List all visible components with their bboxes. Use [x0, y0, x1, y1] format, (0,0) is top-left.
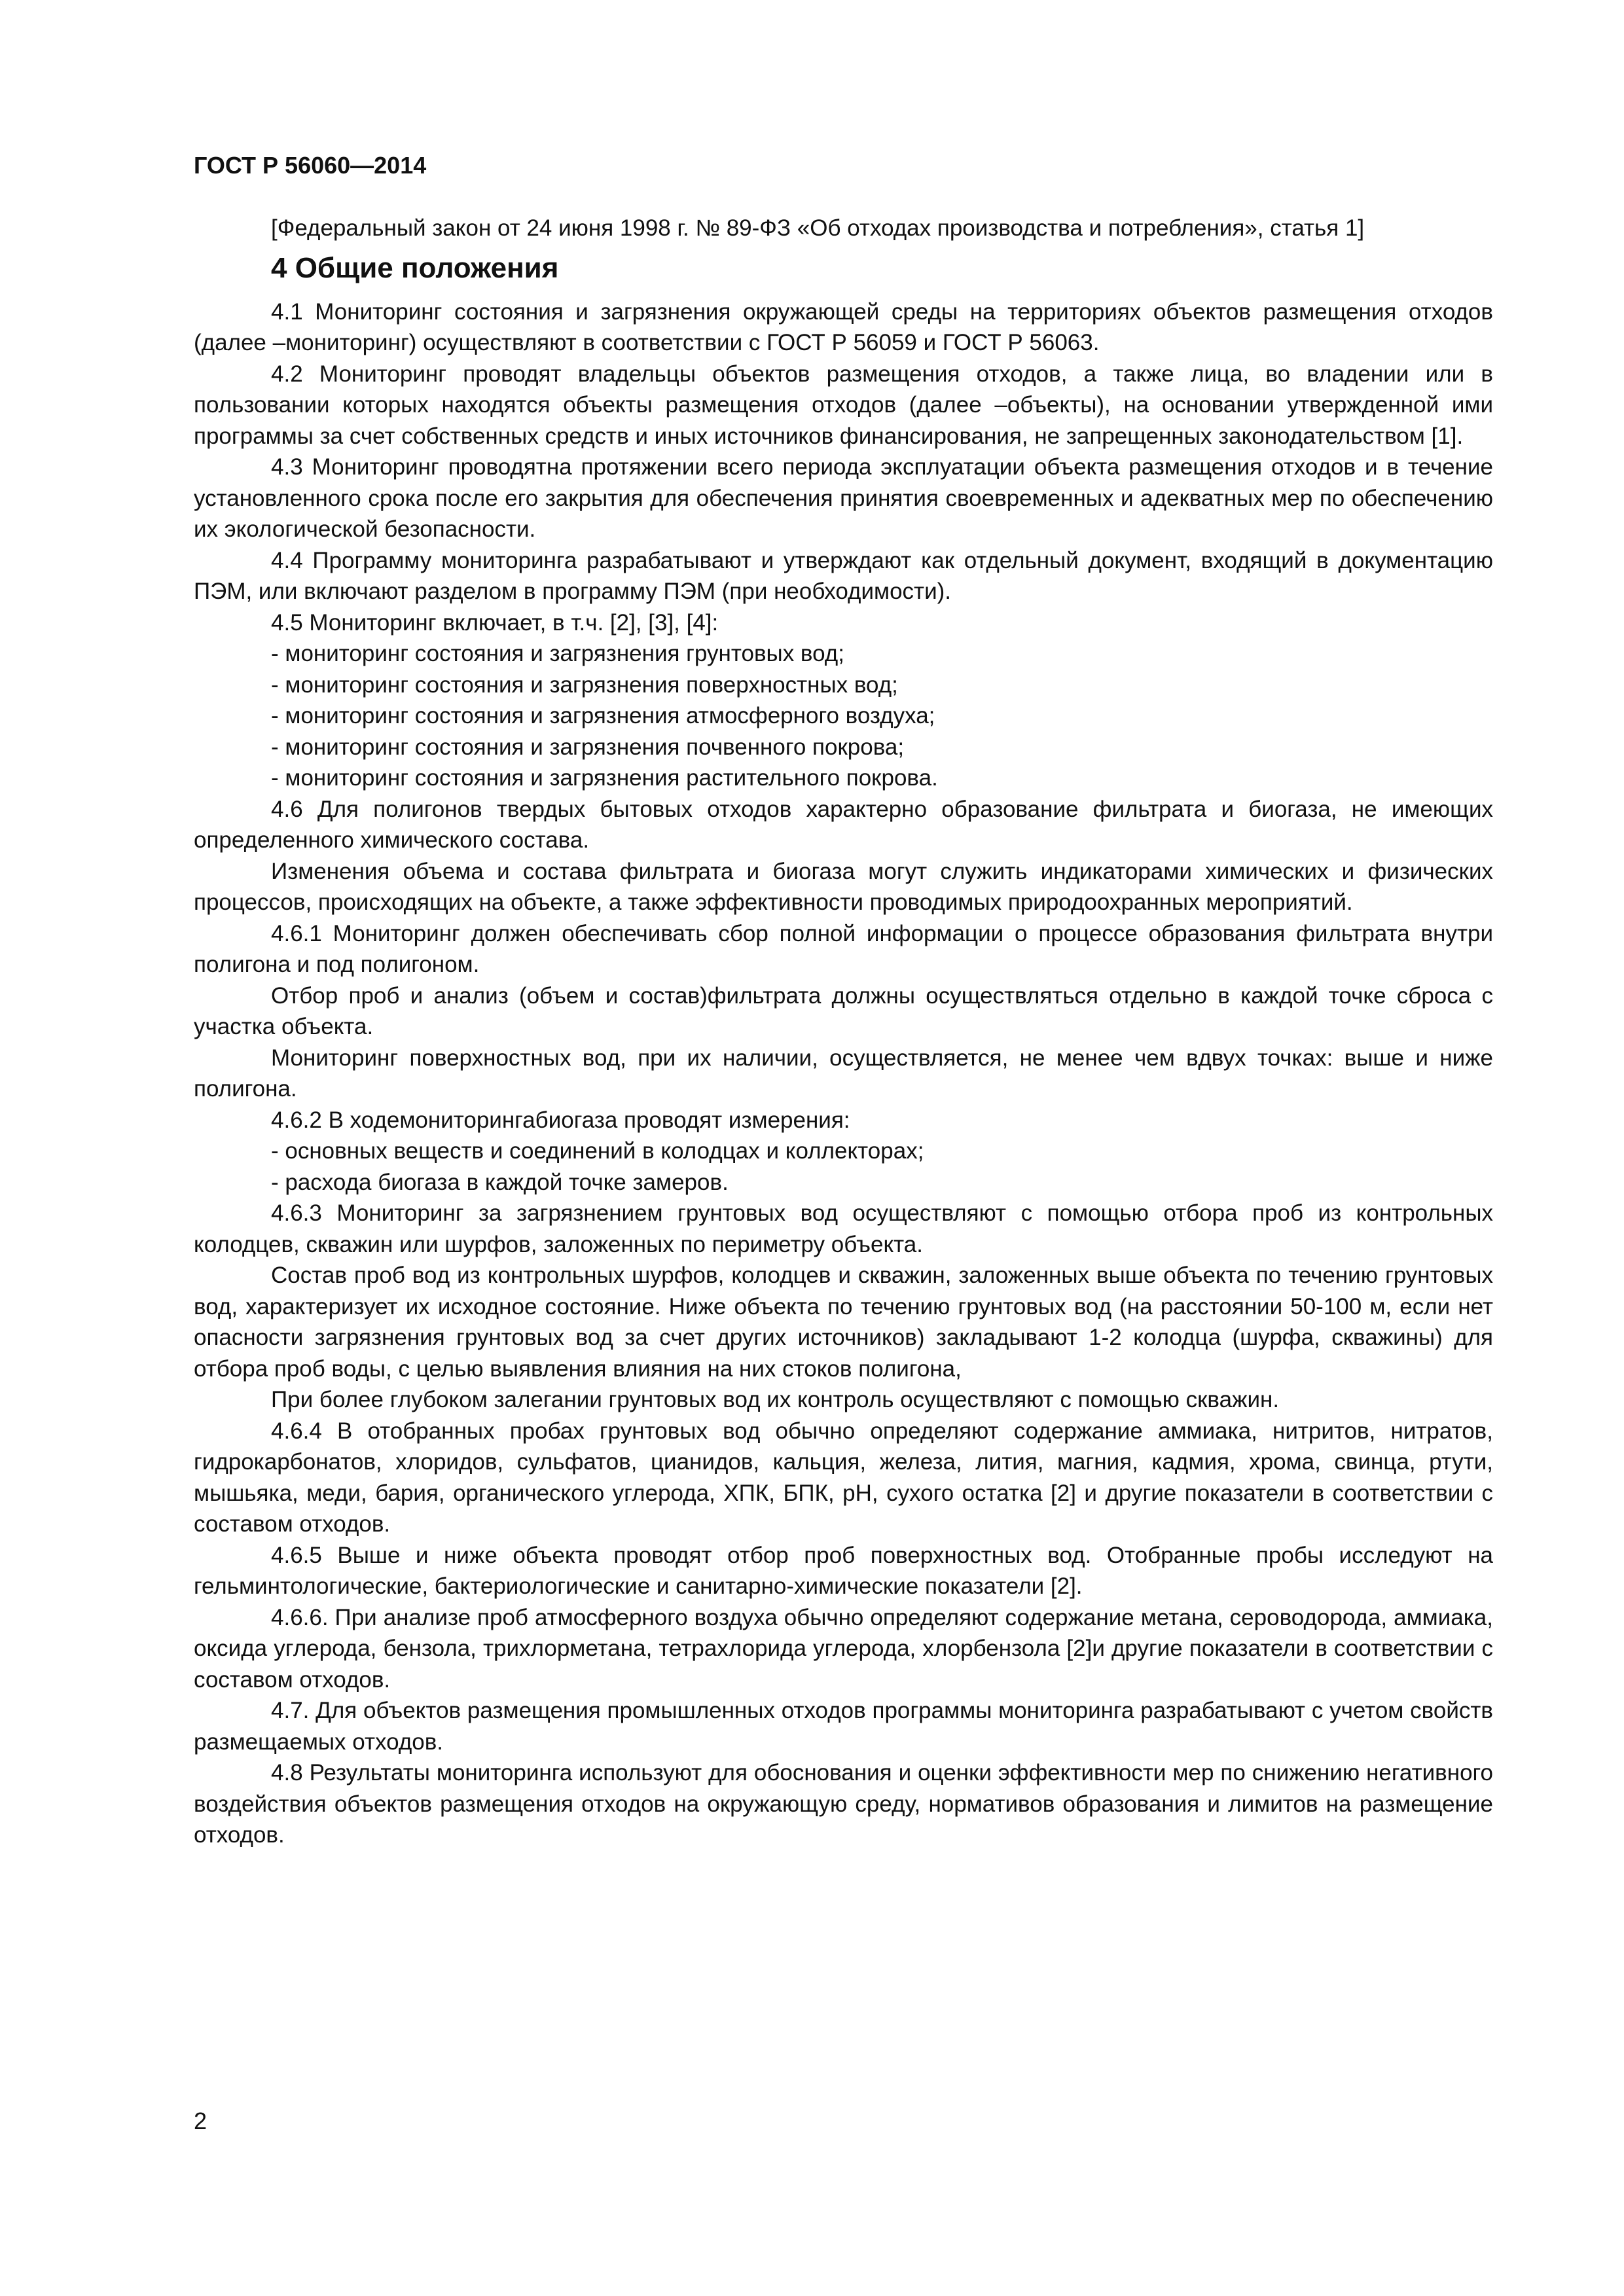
paragraph-4-6-5: 4.6.5 Выше и ниже объекта проводят отбор проб поверхностных вод. Отобранные пробы исследуют на гельминтологические, бактериологические и санитарно-химические показатели [2].: [194, 1542, 1493, 1599]
paragraph-4-3: 4.3 Мониторинг проводятна протяжении всего периода эксплуатации объекта размещения отходов и в течение установленного срока после его закрытия для обеспечения принятия своевременных и адекватных мер по обеспечению их экологической безопасности.: [194, 454, 1493, 542]
list-item: - основных веществ и соединений в колодцах и коллекторах;: [271, 1138, 924, 1164]
list-item: - мониторинг состояния и загрязнения растительного покрова.: [271, 765, 938, 791]
page-number: 2: [194, 2108, 208, 2134]
list-item: - мониторинг состояния и загрязнения почвенного покрова;: [271, 734, 905, 760]
paragraph: Мониторинг поверхностных вод, при их наличии, осуществляется, не менее чем вдвух точках: выше и ниже полигона.: [194, 1045, 1493, 1102]
paragraph-4-6-6: 4.6.6. При анализе проб атмосферного воздуха обычно определяют содержание метана, сероводорода, аммиака, оксида углерода, бензола, трихлорметана, тетрахлорида углерода, хлорбензола [2]и другие показатели в соответствии с составом отходов.: [194, 1604, 1493, 1693]
paragraph-4-6: 4.6 Для полигонов твердых бытовых отходов характерно образование фильтрата и биогаза, не имеющих определенного химического состава.: [194, 796, 1493, 853]
paragraph-4-2: 4.2 Мониторинг проводят владельцы объектов размещения отходов, а также лица, во владении или в пользовании которых находятся объекты размещения отходов (далее –объекты), на основании утвержденной ими программы за счет собственных средств и иных источников финансирования, не запрещенных законодательством [1].: [194, 361, 1493, 449]
list-item: - мониторинг состояния и загрязнения грунтовых вод;: [271, 641, 844, 666]
paragraph: Состав проб вод из контрольных шурфов, колодцев и скважин, заложенных выше объекта по течению грунтовых вод, характеризует их исходное состояние. Ниже объекта по течению грунтовых вод (на расстоянии 50-100 м, если нет опасности загрязнения грунтовых вод за счет других источников) закладывают 1-2 колодца (шурфа, скважины) для отбора проб воды, с целью выявления влияния на них стоков полигона,: [194, 1263, 1493, 1382]
law-citation: [Федеральный закон от 24 июня 1998 г. № 89-ФЗ «Об отходах производства и потребления», статья 1]: [271, 215, 1365, 241]
list-item: - расхода биогаза в каждой точке замеров.: [271, 1169, 729, 1195]
list-item: - мониторинг состояния и загрязнения поверхностных вод;: [271, 672, 898, 698]
paragraph-4-6-3: 4.6.3 Мониторинг за загрязнением грунтовых вод осуществляют с помощью отбора проб из контрольных колодцев, скважин или шурфов, заложенных по периметру объекта.: [194, 1200, 1493, 1257]
document-body: [194, 213, 1493, 1851]
paragraph: Изменения объема и состава фильтрата и биогаза могут служить индикаторами химических и физических процессов, происходящих на объекте, а также эффективности проводимых природоохранных мероприятий.: [194, 858, 1493, 915]
paragraph-4-8: 4.8 Результаты мониторинга используют для обоснования и оценки эффективности мер по снижению негативного воздействия объектов размещения отходов на окружающую среду, нормативов образования и лимитов на размещение отходов.: [194, 1760, 1493, 1848]
document-header: ГОСТ Р 56060—2014: [194, 152, 427, 179]
paragraph-4-5: 4.5 Мониторинг включает, в т.ч. [2], [3], [4]:: [271, 609, 719, 636]
paragraph-4-4: 4.4 Программу мониторинга разрабатывают и утверждают как отдельный документ, входящий в документацию ПЭМ, или включают разделом в программу ПЭМ (при необходимости).: [194, 547, 1493, 604]
paragraph-4-6-4: 4.6.4 В отобранных пробах грунтовых вод обычно определяют содержание аммиака, нитритов, нитратов, гидрокарбонатов, хлоридов, сульфатов, цианидов, кальция, железа, лития, магния, кадмия, хрома, свинца, ртути, мышьяка, меди, бария, органического углерода, ХПК, БПК, pH, сухого остатка [2] и другие показатели в соответствии с составом отходов.: [194, 1418, 1493, 1537]
paragraph: При более глубоком залегании грунтовых вод их контроль осуществляют с помощью скважин.: [271, 1387, 1280, 1412]
paragraph-4-6-2: 4.6.2 В ходемониторингабиогаза проводят измерения:: [271, 1107, 850, 1133]
section-heading: 4 Общие положения: [271, 251, 559, 284]
list-item: - мониторинг состояния и загрязнения атмосферного воздуха;: [271, 703, 935, 728]
paragraph: Отбор проб и анализ (объем и состав)фильтрата должны осуществляться отдельно в каждой точке сброса с участка объекта.: [194, 982, 1493, 1039]
paragraph-4-1: 4.1 Мониторинг состояния и загрязнения окружающей среды на территориях объектов размещения отходов (далее –мониторинг) осуществляют в соответствии с ГОСТ Р 56059 и ГОСТ Р 56063.: [194, 298, 1493, 355]
paragraph-4-7: 4.7. Для объектов размещения промышленных отходов программы мониторинга разрабатывают с учетом свойств размещаемых отходов.: [194, 1698, 1493, 1755]
paragraph-4-6-1: 4.6.1 Мониторинг должен обеспечивать сбор полной информации о процессе образования фильтрата внутри полигона и под полигоном.: [194, 920, 1493, 977]
